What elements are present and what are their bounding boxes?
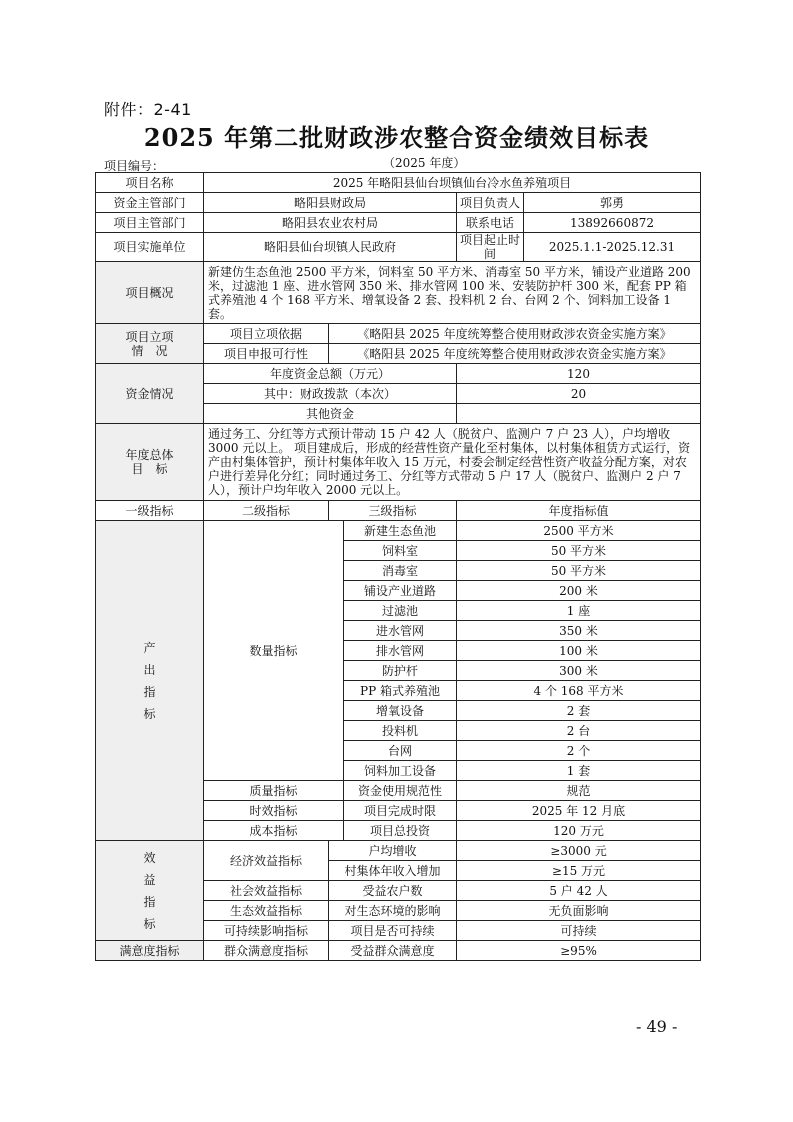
quantity-name: 防护杆: [344, 661, 457, 681]
output-label-char: 指: [143, 684, 156, 699]
social-value: 5 户 42 人: [457, 881, 701, 901]
header-level2: 二级指标: [204, 501, 329, 521]
approval-label-line2: 情 况: [131, 343, 168, 358]
table-row: [96, 941, 701, 961]
leader-value: 郭勇: [524, 193, 701, 213]
quantity-value: 350 米: [457, 621, 701, 641]
table-row: [96, 193, 701, 213]
funds-fiscal-label: 其中：财政拨款（本次）: [204, 384, 457, 404]
output-label-char: 标: [143, 706, 156, 721]
satisfaction-label: 满意度指标: [96, 941, 204, 961]
satisfaction-value: ≥95%: [457, 941, 701, 961]
table-row: [96, 324, 701, 344]
output-label: [96, 521, 204, 841]
quantity-name: 过滤池: [344, 601, 457, 621]
economic-value: ≥15 万元: [457, 861, 701, 881]
basis-label: 项目立项依据: [204, 324, 329, 344]
feasibility-label: 项目申报可行性: [204, 344, 329, 364]
impl-unit-value: 略阳县仙台坝镇人民政府: [204, 233, 457, 262]
table-row: [96, 213, 701, 233]
table-row: [96, 364, 701, 384]
economic-name: 村集体年收入增加: [329, 861, 457, 881]
goal-label-line1: 年度总体: [125, 448, 174, 462]
quantity-value: 50 平方米: [457, 561, 701, 581]
quantity-name: 排水管网: [344, 641, 457, 661]
quantity-name: 投料机: [344, 721, 457, 741]
economic-name: 户均增收: [329, 841, 457, 861]
eco-label: 生态效益指标: [204, 901, 329, 921]
benefit-label-char: 益: [143, 872, 156, 887]
sustain-label: 可持续影响指标: [204, 921, 329, 941]
period-label: 项目起止时间: [457, 233, 524, 262]
quantity-value: 2500 平方米: [457, 521, 701, 541]
time-value: 2025 年 12 月底: [457, 801, 701, 821]
fund-dept-label: 资金主管部门: [96, 193, 204, 213]
funds-other-label: 其他资金: [204, 404, 457, 424]
quantity-value: 1 套: [457, 761, 701, 781]
eco-name: 对生态环境的影响: [329, 901, 457, 921]
quality-value: 规范: [457, 781, 701, 801]
quantity-name: PP 箱式养殖池: [344, 681, 457, 701]
social-label: 社会效益指标: [204, 881, 329, 901]
table-row: [96, 841, 701, 861]
quantity-name: 进水管网: [344, 621, 457, 641]
quantity-value: 1 座: [457, 601, 701, 621]
funds-total-label: 年度资金总额（万元）: [204, 364, 457, 384]
output-label-char: 出: [143, 662, 156, 677]
quantity-value: 2 个: [457, 741, 701, 761]
period-value: 2025.1.1-2025.12.31: [524, 233, 701, 262]
table-row: [96, 262, 701, 324]
impl-unit-label: 项目实施单位: [96, 233, 204, 262]
quantity-value: 2 套: [457, 701, 701, 721]
table-row: [96, 173, 701, 193]
fund-dept-value: 略阳县财政局: [204, 193, 457, 213]
cost-label: 成本指标: [204, 821, 344, 841]
funds-label: 资金情况: [96, 364, 204, 424]
project-name-label: 项目名称: [96, 173, 204, 193]
goal-label: [96, 424, 204, 501]
quantity-name: 新建生态鱼池: [344, 521, 457, 541]
funds-other-value: [457, 404, 701, 424]
eco-value: 无负面影响: [457, 901, 701, 921]
quality-name: 资金使用规范性: [344, 781, 457, 801]
table-row: [96, 501, 701, 521]
sustain-name: 项目是否可持续: [329, 921, 457, 941]
phone-label: 联系电话: [457, 213, 524, 233]
table-row: [96, 233, 701, 262]
benefit-label: [96, 841, 204, 941]
feasibility-value: 《略阳县 2025 年度统筹整合使用财政涉农资金实施方案》: [329, 344, 701, 364]
quantity-value: 4 个 168 平方米: [457, 681, 701, 701]
approval-label: [96, 324, 204, 364]
time-label: 时效指标: [204, 801, 344, 821]
quantity-value: 100 米: [457, 641, 701, 661]
phone-value: 13892660872: [524, 213, 701, 233]
social-name: 受益农户数: [329, 881, 457, 901]
time-name: 项目完成时限: [344, 801, 457, 821]
goal-text: 通过务工、分红等方式预计带动 15 户 42 人（脱贫户、监测户 7 户 23 人），户均增收 3000 元以上。 项目建成后，形成的经营性资产量化至村集体，以村集体租赁方式运行，资产由村集体管护，预计村集体年收入 15 万元，村委会制定经营性资产收益分配方案，对农户进行差异化分红；同时通过务工、分红等方式带动 5 户 17 人（脱贫户、监测户 2 户 7 人），预计户均年收入 2000 元以上。: [204, 424, 701, 501]
quantity-label: 数量指标: [204, 521, 344, 781]
benefit-label-char: 标: [143, 916, 156, 931]
proj-dept-label: 项目主管部门: [96, 213, 204, 233]
economic-value: ≥3000 元: [457, 841, 701, 861]
project-name-value: 2025 年略阳县仙台坝镇仙台冷水鱼养殖项目: [204, 173, 701, 193]
page-title: 2025 年第二批财政涉农整合资金绩效目标表: [143, 123, 650, 152]
year-label: （2025 年度）: [383, 156, 466, 170]
quantity-name: 台网: [344, 741, 457, 761]
cost-name: 项目总投资: [344, 821, 457, 841]
table-row: [96, 424, 701, 501]
quantity-name: 增氧设备: [344, 701, 457, 721]
funds-total-value: 120: [457, 364, 701, 384]
proj-dept-value: 略阳县农业农村局: [204, 213, 457, 233]
goal-label-line2: 目 标: [131, 462, 168, 476]
attachment-label: 附件：2-41: [104, 100, 192, 119]
sustain-value: 可持续: [457, 921, 701, 941]
approval-label-line1: 项目立项: [125, 329, 174, 344]
quantity-name: 消毒室: [344, 561, 457, 581]
leader-label: 项目负责人: [457, 193, 524, 213]
quantity-value: 2 台: [457, 721, 701, 741]
overview-text: 新建仿生态鱼池 2500 平方米，饲料室 50 平方米、消毒室 50 平方米，铺设产业道路 200 米，过滤池 1 座、进水管网 350 米、排水管网 100 米、安装防护杆 300 米，配套 PP 箱式养殖池 4 个 168 平方米、增氧设备 2 套、投料机 2 台、台网 2 个、饲料加工设备 1 套。: [204, 262, 701, 324]
quantity-value: 50 平方米: [457, 541, 701, 561]
quality-label: 质量指标: [204, 781, 344, 801]
header-level1: 一级指标: [96, 501, 204, 521]
output-label-char: 产: [143, 640, 156, 655]
satisfaction-name: 受益群众满意度: [329, 941, 457, 961]
header-value: 年度指标值: [457, 501, 701, 521]
overview-label: 项目概况: [96, 262, 204, 324]
quantity-name: 铺设产业道路: [344, 581, 457, 601]
satisfaction-sub-label: 群众满意度指标: [204, 941, 329, 961]
page-number: - 49 -: [636, 1017, 678, 1036]
basis-value: 《略阳县 2025 年度统筹整合使用财政涉农资金实施方案》: [329, 324, 701, 344]
project-number-label: 项目编号：: [104, 159, 165, 173]
header-level3: 三级指标: [329, 501, 457, 521]
benefit-label-char: 指: [143, 894, 156, 909]
quantity-name: 饲料加工设备: [344, 761, 457, 781]
economic-label: 经济效益指标: [204, 841, 329, 881]
performance-table: [95, 172, 701, 961]
quantity-value: 300 米: [457, 661, 701, 681]
quantity-value: 200 米: [457, 581, 701, 601]
cost-value: 120 万元: [457, 821, 701, 841]
benefit-label-char: 效: [143, 850, 156, 865]
quantity-name: 饲料室: [344, 541, 457, 561]
table-row: [96, 521, 701, 541]
funds-fiscal-value: 20: [457, 384, 701, 404]
